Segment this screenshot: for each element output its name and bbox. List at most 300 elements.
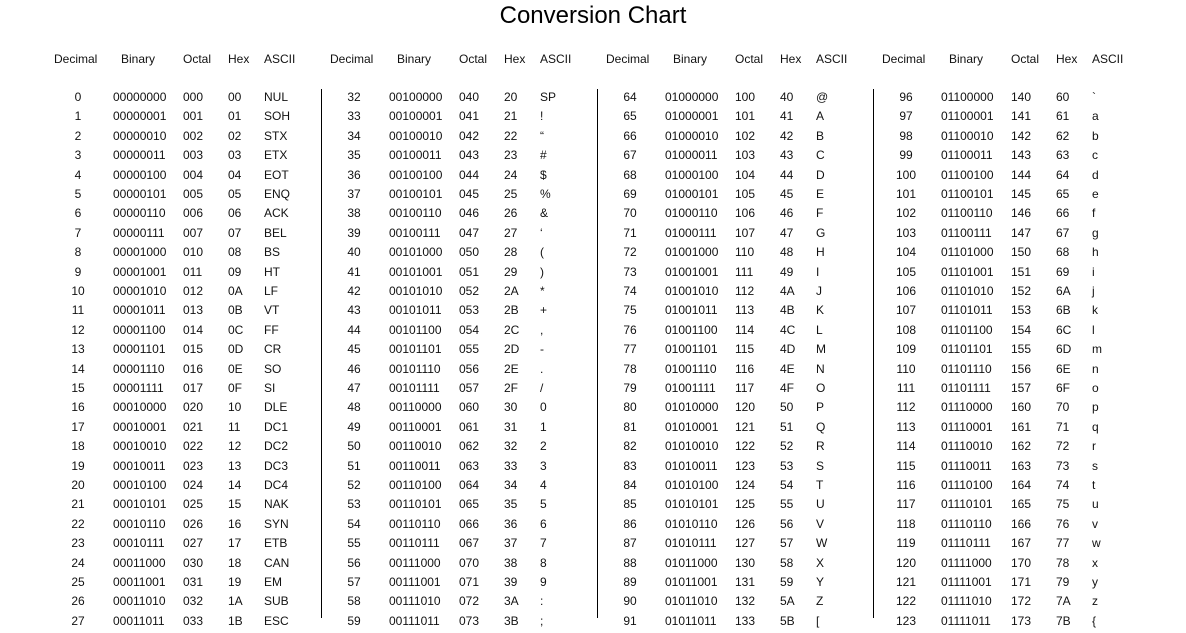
decimal-cell: 67 <box>623 148 637 163</box>
decimal-cell: 52 <box>347 478 361 492</box>
ascii-cell: G <box>816 225 826 240</box>
ascii-cell: SP <box>540 90 557 104</box>
ascii-cell: T <box>816 478 824 492</box>
hex-cell: 04 <box>228 167 242 182</box>
hex-cell: 56 <box>780 516 794 531</box>
binary-cell: 01011010 <box>665 594 718 609</box>
decimal-cell: 89 <box>623 575 637 589</box>
octal-cell: 106 <box>735 206 756 221</box>
binary-cell: 00001000 <box>113 245 167 260</box>
octal-cell: 042 <box>459 128 480 143</box>
octal-cell: 113 <box>735 303 755 318</box>
binary-cell: 01111010 <box>941 594 992 609</box>
ascii-cell: [ <box>816 613 820 628</box>
hex-cell: 60 <box>1056 90 1070 104</box>
decimal-cell: 117 <box>896 497 916 512</box>
ascii-cell: 3 <box>540 458 547 473</box>
octal-cell: 157 <box>1011 381 1032 395</box>
hex-cell: 68 <box>1056 245 1070 260</box>
decimal-cell: 9 <box>74 264 82 279</box>
hex-cell: 10 <box>228 400 242 415</box>
ascii-cell: & <box>540 206 549 221</box>
hex-cell: 59 <box>780 575 794 589</box>
decimal-cell: 12 <box>71 322 85 337</box>
ascii-cell: - <box>540 342 544 357</box>
octal-cell: 007 <box>183 225 204 240</box>
ascii-cell: o <box>1092 381 1099 395</box>
binary-cell: 01110110 <box>941 516 992 531</box>
decimal-cell: 3 <box>74 148 82 163</box>
ascii-cell: : <box>540 594 544 609</box>
binary-cell: 00100001 <box>389 109 443 124</box>
binary-cell: 00101100 <box>389 322 442 337</box>
decimal-cell: 34 <box>347 128 361 143</box>
ascii-cell: H <box>816 245 825 260</box>
hex-cell: 2E <box>504 361 519 376</box>
decimal-cell: 22 <box>71 516 85 531</box>
octal-cell: 063 <box>459 458 480 473</box>
hex-cell: 16 <box>228 516 242 531</box>
hex-cell: 14 <box>228 478 242 492</box>
ascii-cell: % <box>540 187 551 201</box>
table-row <box>0 610 1178 629</box>
binary-cell: 01111001 <box>941 575 992 589</box>
octal-cell: 057 <box>459 381 480 395</box>
decimal-cell: 57 <box>347 575 361 589</box>
decimal-cell: 42 <box>347 284 361 298</box>
binary-cell: 00110010 <box>389 439 442 454</box>
decimal-cell: 98 <box>899 128 913 143</box>
octal-cell: 163 <box>1011 458 1032 473</box>
decimal-cell: 100 <box>895 167 917 182</box>
decimal-cell: 80 <box>623 400 637 415</box>
binary-cell: 00101010 <box>389 284 443 298</box>
ascii-cell: ESC <box>264 613 289 628</box>
ascii-cell: 0 <box>540 400 547 415</box>
binary-cell: 00011001 <box>113 575 166 589</box>
octal-cell: 125 <box>735 497 756 512</box>
binary-cell: 01011000 <box>665 555 718 570</box>
binary-cell: 01010111 <box>665 536 717 551</box>
octal-cell: 010 <box>183 245 204 260</box>
decimal-cell: 45 <box>347 342 361 357</box>
decimal-cell: 47 <box>347 381 361 395</box>
hex-cell: 2B <box>504 303 519 318</box>
binary-cell: 01100110 <box>941 206 993 221</box>
table-row <box>0 474 1178 493</box>
binary-cell: 01100111 <box>941 225 992 240</box>
ascii-cell: SYN <box>264 516 289 531</box>
binary-cell: 01000111 <box>665 225 717 240</box>
binary-cell: 00100010 <box>389 128 443 143</box>
decimal-cell: 27 <box>71 613 85 628</box>
hex-cell: 45 <box>780 187 794 201</box>
decimal-cell: 113 <box>896 419 916 434</box>
decimal-cell: 48 <box>347 400 361 415</box>
table-row <box>0 280 1178 299</box>
binary-cell: 00100100 <box>389 167 443 182</box>
binary-cell: 01001110 <box>665 361 717 376</box>
ascii-cell: . <box>540 361 544 376</box>
ascii-cell: EOT <box>264 167 289 182</box>
table-row <box>0 261 1178 280</box>
decimal-cell: 73 <box>623 264 637 279</box>
table-row <box>0 202 1178 221</box>
table-row <box>0 552 1178 571</box>
hex-cell: 4C <box>780 322 796 337</box>
binary-cell: 00000011 <box>113 148 166 163</box>
ascii-header: ASCII <box>816 52 848 66</box>
decimal-cell: 87 <box>623 536 637 551</box>
decimal-cell: 99 <box>899 148 913 163</box>
hex-cell: 79 <box>1056 575 1070 589</box>
binary-cell: 01010110 <box>665 516 718 531</box>
ascii-cell: M <box>816 342 826 357</box>
binary-cell: 00011010 <box>113 594 166 609</box>
decimal-cell: 64 <box>623 90 637 104</box>
octal-cell: 071 <box>459 575 480 589</box>
binary-cell: 01101101 <box>941 342 993 357</box>
hex-cell: 51 <box>780 419 794 434</box>
decimal-cell: 36 <box>347 167 361 182</box>
octal-cell: 103 <box>735 148 756 163</box>
ascii-cell: ) <box>540 264 544 279</box>
decimal-cell: 96 <box>899 90 913 104</box>
table-row <box>0 144 1178 163</box>
hex-header: Hex <box>504 52 526 66</box>
ascii-cell: r <box>1092 439 1096 454</box>
ascii-cell: P <box>816 400 825 415</box>
octal-cell: 101 <box>735 109 756 124</box>
octal-cell: 030 <box>183 555 204 570</box>
binary-cell: 01011011 <box>665 613 717 628</box>
decimal-cell: 2 <box>74 128 82 143</box>
decimal-cell: 40 <box>347 245 361 260</box>
ascii-cell: m <box>1092 342 1102 357</box>
binary-cell: 01110011 <box>941 458 992 473</box>
octal-cell: 104 <box>735 167 756 182</box>
table-row <box>0 416 1178 435</box>
octal-cell: 130 <box>735 555 756 570</box>
decimal-cell: 79 <box>623 381 637 395</box>
decimal-cell: 35 <box>347 148 361 163</box>
hex-cell: 36 <box>504 516 518 531</box>
hex-cell: 70 <box>1056 400 1070 415</box>
hex-cell: 3A <box>504 594 519 609</box>
binary-cell: 00100000 <box>389 90 443 104</box>
binary-cell: 00110100 <box>389 478 442 492</box>
binary-header: Binary <box>949 52 984 66</box>
decimal-cell: 107 <box>895 303 917 318</box>
ascii-cell: VT <box>264 303 280 318</box>
decimal-cell: 38 <box>347 206 361 221</box>
decimal-cell: 123 <box>895 613 917 628</box>
octal-cell: 122 <box>735 439 756 454</box>
binary-cell: 00100101 <box>389 187 443 201</box>
decimal-cell: 56 <box>347 555 361 570</box>
binary-cell: 01110000 <box>941 400 993 415</box>
octal-cell: 033 <box>183 613 204 628</box>
hex-cell: 26 <box>504 206 518 221</box>
table-row <box>0 532 1178 551</box>
binary-cell: 00000101 <box>113 187 167 201</box>
hex-cell: 6F <box>1056 381 1071 395</box>
binary-cell: 01100010 <box>941 128 994 143</box>
decimal-cell: 23 <box>71 536 85 551</box>
octal-cell: 160 <box>1011 400 1032 415</box>
decimal-cell: 70 <box>623 206 637 221</box>
decimal-cell: 6 <box>74 206 82 221</box>
ascii-cell: BS <box>264 245 281 260</box>
ascii-cell: v <box>1092 516 1098 531</box>
octal-cell: 043 <box>459 148 480 163</box>
binary-cell: 01100100 <box>941 167 994 182</box>
octal-cell: 045 <box>459 187 480 201</box>
hex-cell: 57 <box>780 536 794 551</box>
octal-cell: 017 <box>183 381 204 395</box>
octal-cell: 152 <box>1011 284 1032 298</box>
hex-cell: 6D <box>1056 342 1072 357</box>
ascii-cell: HT <box>264 264 280 279</box>
ascii-cell: E <box>816 187 825 201</box>
binary-cell: 00101101 <box>389 342 442 357</box>
table-row <box>0 105 1178 124</box>
ascii-cell: l <box>1092 322 1095 337</box>
ascii-cell: V <box>816 516 825 531</box>
octal-cell: 012 <box>183 284 204 298</box>
binary-cell: 00111001 <box>389 575 441 589</box>
decimal-cell: 53 <box>347 497 361 512</box>
table-row <box>0 396 1178 415</box>
ascii-cell: B <box>816 128 825 143</box>
octal-cell: 123 <box>735 458 756 473</box>
decimal-cell: 24 <box>71 555 85 570</box>
hex-cell: 32 <box>504 439 518 454</box>
hex-header: Hex <box>228 52 250 66</box>
octal-cell: 142 <box>1011 128 1032 143</box>
ascii-cell: ETX <box>264 148 288 163</box>
hex-cell: 71 <box>1056 419 1070 434</box>
decimal-cell: 46 <box>347 361 361 376</box>
binary-cell: 00110000 <box>389 400 442 415</box>
hex-cell: 4E <box>780 361 795 376</box>
binary-cell: 00100110 <box>389 206 442 221</box>
decimal-header: Decimal <box>882 52 926 66</box>
ascii-cell: 9 <box>540 575 547 589</box>
ascii-cell: X <box>816 555 825 570</box>
ascii-cell: u <box>1092 497 1099 512</box>
ascii-cell: CR <box>264 342 282 357</box>
table-row <box>0 164 1178 183</box>
decimal-cell: 25 <box>71 575 85 589</box>
binary-cell: 00101110 <box>389 361 441 376</box>
ascii-cell: R <box>816 439 825 454</box>
octal-cell: 143 <box>1011 148 1032 163</box>
octal-cell: 001 <box>183 109 204 124</box>
decimal-cell: 102 <box>895 206 917 221</box>
decimal-cell: 13 <box>71 342 85 357</box>
ascii-cell: BEL <box>264 225 287 240</box>
hex-cell: 40 <box>780 90 794 104</box>
hex-cell: 54 <box>780 478 794 492</box>
column-headers <box>0 50 1178 68</box>
binary-cell: 01000110 <box>665 206 718 221</box>
hex-cell: 50 <box>780 400 794 415</box>
ascii-cell: O <box>816 381 826 395</box>
octal-cell: 120 <box>735 400 756 415</box>
octal-cell: 153 <box>1011 303 1032 318</box>
binary-cell: 00010110 <box>113 516 166 531</box>
binary-cell: 00101000 <box>389 245 443 260</box>
hex-cell: 53 <box>780 458 794 473</box>
ascii-cell: ; <box>540 613 544 628</box>
ascii-cell: * <box>540 284 545 298</box>
binary-cell: 01101100 <box>941 322 993 337</box>
octal-cell: 025 <box>183 497 204 512</box>
ascii-cell: EM <box>264 575 282 589</box>
binary-cell: 00001100 <box>113 322 166 337</box>
octal-cell: 031 <box>183 575 204 589</box>
hex-cell: 6C <box>1056 322 1072 337</box>
hex-cell: 18 <box>228 555 242 570</box>
decimal-cell: 43 <box>347 303 361 318</box>
decimal-cell: 14 <box>71 361 85 376</box>
hex-cell: 39 <box>504 575 518 589</box>
decimal-cell: 76 <box>623 322 637 337</box>
ascii-cell: DC4 <box>264 478 289 492</box>
hex-cell: 55 <box>780 497 794 512</box>
ascii-cell: j <box>1092 284 1095 298</box>
hex-cell: 67 <box>1056 225 1070 240</box>
decimal-cell: 0 <box>74 90 82 104</box>
binary-cell: 01000100 <box>665 167 719 182</box>
decimal-cell: 120 <box>895 555 917 570</box>
octal-cell: 003 <box>183 148 204 163</box>
octal-cell: 046 <box>459 206 480 221</box>
octal-cell: 112 <box>735 284 755 298</box>
octal-cell: 102 <box>735 128 756 143</box>
binary-cell: 01101001 <box>941 264 994 279</box>
octal-cell: 155 <box>1011 342 1032 357</box>
binary-cell: 01001011 <box>665 303 718 318</box>
binary-cell: 00101001 <box>389 264 443 279</box>
hex-cell: 0F <box>228 381 243 395</box>
hex-cell: 0A <box>228 284 243 298</box>
ascii-cell: t <box>1092 478 1096 492</box>
ascii-cell: Q <box>816 419 826 434</box>
octal-cell: 026 <box>183 516 204 531</box>
hex-header: Hex <box>1056 52 1078 66</box>
hex-cell: 1B <box>228 613 243 628</box>
decimal-cell: 108 <box>895 322 917 337</box>
octal-cell: 140 <box>1011 90 1032 104</box>
hex-cell: 5B <box>780 613 795 628</box>
ascii-cell: g <box>1092 225 1099 240</box>
decimal-cell: 18 <box>71 439 85 454</box>
octal-cell: 133 <box>735 613 756 628</box>
octal-cell: 131 <box>735 575 756 589</box>
binary-cell: 01011001 <box>665 575 718 589</box>
hex-cell: 4F <box>780 381 795 395</box>
decimal-cell: 112 <box>896 400 916 415</box>
binary-cell: 01010000 <box>665 400 719 415</box>
ascii-cell: S <box>816 458 825 473</box>
decimal-cell: 119 <box>896 536 916 551</box>
octal-cell: 005 <box>183 187 204 201</box>
ascii-cell: K <box>816 303 825 318</box>
decimal-cell: 68 <box>623 167 637 182</box>
binary-cell: 01010101 <box>665 497 719 512</box>
binary-cell: 01000001 <box>665 109 719 124</box>
ascii-cell: ENQ <box>264 187 291 201</box>
ascii-cell: N <box>816 361 825 376</box>
ascii-cell: ACK <box>264 206 289 221</box>
decimal-header: Decimal <box>330 52 374 66</box>
hex-cell: 38 <box>504 555 518 570</box>
hex-cell: 0B <box>228 303 243 318</box>
octal-cell: 141 <box>1011 109 1032 124</box>
ascii-cell: e <box>1092 187 1099 201</box>
octal-cell: 156 <box>1011 361 1032 376</box>
hex-cell: 29 <box>504 264 518 279</box>
decimal-cell: 7 <box>74 225 82 240</box>
octal-cell: 073 <box>459 613 480 628</box>
hex-cell: 46 <box>780 206 794 221</box>
ascii-cell: 5 <box>540 497 547 512</box>
octal-cell: 132 <box>735 594 756 609</box>
ascii-cell: p <box>1092 400 1099 415</box>
binary-cell: 00010001 <box>113 419 167 434</box>
octal-cell: 166 <box>1011 516 1032 531</box>
hex-cell: 30 <box>504 400 518 415</box>
decimal-cell: 20 <box>71 478 85 492</box>
octal-cell: 061 <box>459 419 480 434</box>
binary-cell: 00011000 <box>113 555 166 570</box>
binary-cell: 00000110 <box>113 206 166 221</box>
hex-cell: 09 <box>228 264 242 279</box>
octal-cell: 062 <box>459 439 480 454</box>
ascii-cell: SI <box>264 381 276 395</box>
binary-cell: 00111011 <box>389 613 440 628</box>
hex-cell: 25 <box>504 187 518 201</box>
decimal-cell: 39 <box>347 225 361 240</box>
octal-cell: 147 <box>1011 225 1032 240</box>
hex-cell: 7B <box>1056 613 1071 628</box>
octal-cell: 126 <box>735 516 756 531</box>
decimal-cell: 91 <box>623 613 637 628</box>
ascii-header: ASCII <box>1092 52 1124 66</box>
ascii-cell: , <box>540 322 544 337</box>
hex-cell: 01 <box>228 109 242 124</box>
hex-cell: 34 <box>504 478 518 492</box>
decimal-cell: 84 <box>623 478 637 492</box>
hex-cell: 06 <box>228 206 242 221</box>
hex-cell: 66 <box>1056 206 1070 221</box>
binary-cell: 01100001 <box>941 109 994 124</box>
hex-cell: 2D <box>504 342 520 357</box>
ascii-cell: k <box>1092 303 1098 318</box>
decimal-cell: 19 <box>71 458 85 473</box>
ascii-cell: “ <box>540 128 544 143</box>
octal-cell: 044 <box>459 167 480 182</box>
binary-cell: 01110010 <box>941 439 993 454</box>
binary-cell: 01000000 <box>665 90 719 104</box>
binary-cell: 01010011 <box>665 458 718 473</box>
octal-cell: 107 <box>735 225 756 240</box>
binary-cell: 00000111 <box>113 225 165 240</box>
hex-cell: 41 <box>780 109 794 124</box>
octal-cell: 162 <box>1011 439 1032 454</box>
